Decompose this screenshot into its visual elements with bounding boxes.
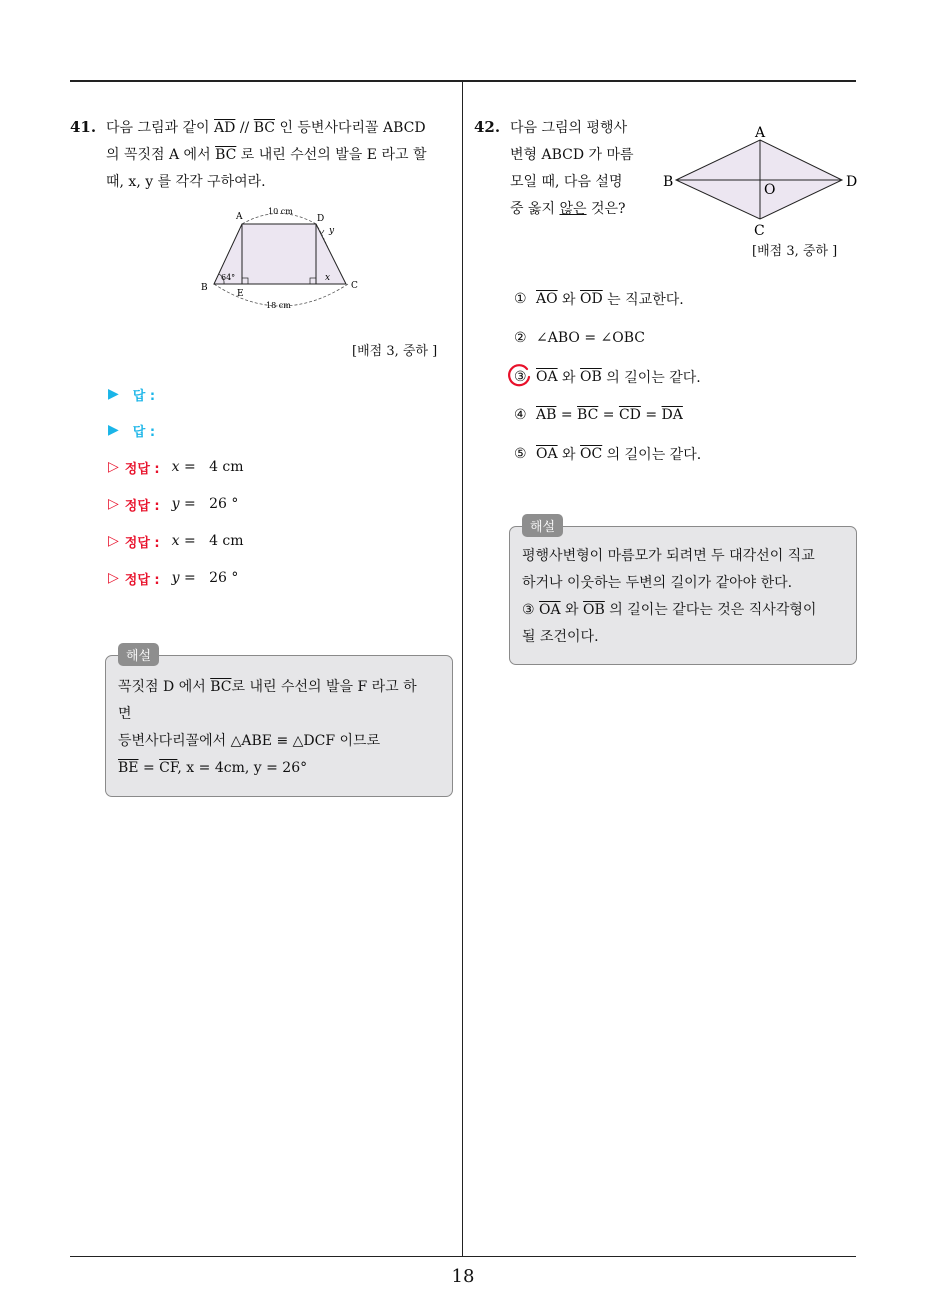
- explain-text: 하거나 이웃하는 두변의 길이가 같아야 한다.: [522, 575, 793, 591]
- equals-sign: =: [640, 407, 662, 423]
- answer-row: [108, 384, 155, 404]
- label-c: C: [351, 281, 358, 291]
- top-length: 10 cm: [268, 207, 293, 216]
- choice-3[interactable]: [514, 367, 701, 387]
- blue-triangle-icon: ▶: [108, 386, 119, 402]
- explain-text: 의 길이는 같다는 것은 직사각형이: [604, 602, 817, 618]
- bottom-rule: [70, 1256, 856, 1257]
- explain-text: 로 내린 수선의 발을 F 라고 하: [231, 679, 417, 695]
- answer-circle-mark-icon: [507, 363, 533, 389]
- equals-sign: =: [556, 407, 578, 423]
- segment-oa: $\overline{OA}$: [539, 602, 561, 618]
- red-triangle-outline-icon: ▷: [108, 496, 119, 512]
- segment-be: $\overline{BE}$: [118, 760, 139, 776]
- q41-text-part: 때, x, y 를 각각 구하여라.: [106, 174, 266, 190]
- segment-cf: $\overline{CF}$: [159, 760, 178, 776]
- segment-bc: $\overline{BC}$: [210, 679, 232, 695]
- label-e: E: [237, 289, 244, 299]
- parallel-symbol: //: [239, 120, 250, 136]
- choice-number: ③: [522, 602, 540, 618]
- trapezoid-figure: [196, 200, 366, 312]
- segment-ob: $\overline{OB}$: [583, 602, 605, 618]
- correct-label: 정답 :: [124, 498, 160, 514]
- answer-variable: y: [171, 570, 180, 586]
- rhombus-figure: [660, 122, 866, 236]
- q42-explanation-tag: 해설: [522, 514, 563, 537]
- choice-text: 와: [557, 447, 581, 463]
- q42-text-part: 것은?: [586, 201, 626, 217]
- q42-text-part: 변형 ABCD 가 마름: [510, 147, 634, 163]
- choice-number: ①: [514, 291, 527, 307]
- angle-arc: [321, 230, 324, 234]
- label-c: C: [754, 223, 765, 236]
- equals-sign: =: [179, 570, 196, 586]
- segment-bc: $\overline{BC}$: [215, 147, 237, 163]
- answer-variable: y: [171, 496, 180, 512]
- q41-text-part: 로 내린 수선의 발을 E 라고 할: [240, 147, 427, 163]
- q41-text: [106, 115, 458, 196]
- choice-1[interactable]: [514, 289, 684, 309]
- choice-text: 는 직교한다.: [602, 292, 684, 308]
- choice-2[interactable]: [514, 328, 645, 348]
- label-b: B: [201, 283, 208, 293]
- choice-number: ⑤: [514, 446, 527, 462]
- q42-text-part: 모일 때, 다음 설명: [510, 174, 623, 190]
- segment-bc: $\overline{BC}$: [253, 120, 275, 136]
- choice-text: 와: [557, 370, 581, 386]
- equals-sign: =: [179, 496, 196, 512]
- q41-text-part: 다음 그림과 같이: [106, 120, 210, 136]
- q41-text-part: 의 꼭짓점 A 에서: [106, 147, 211, 163]
- correct-value: [172, 533, 244, 549]
- segment-oc: $\overline{OC}$: [580, 446, 603, 462]
- correct-answer-row: [108, 494, 238, 514]
- choice-text: ∠ABO = ∠OBC: [536, 330, 645, 346]
- answer-row: [108, 420, 155, 440]
- answer-value: 4 cm: [209, 533, 244, 549]
- segment-da: $\overline{DA}$: [661, 407, 683, 423]
- segment-bc: $\overline{BC}$: [577, 407, 599, 423]
- q42-number: 42.: [474, 118, 501, 136]
- q41-number: 41.: [70, 118, 97, 136]
- red-triangle-outline-icon: ▷: [108, 533, 119, 549]
- correct-value: [172, 570, 239, 586]
- q42-score: [배점 3, 중하 ]: [752, 244, 838, 259]
- angle-64: 64°: [221, 273, 236, 282]
- correct-answer-row: [108, 568, 238, 588]
- q42-text-part: 중 옳지: [510, 201, 560, 217]
- label-d: D: [846, 174, 858, 190]
- correct-label: 정답 :: [124, 461, 160, 477]
- choice-4[interactable]: [514, 405, 683, 425]
- label-y: y: [329, 226, 335, 236]
- q41-explanation-tag: 해설: [118, 643, 159, 666]
- explain-text: 평행사변형이 마름모가 되려면 두 대각선이 직교: [522, 548, 815, 564]
- correct-answer-row: [108, 457, 244, 477]
- top-rule: [70, 80, 856, 82]
- q41-text-part: 인 등변사다리꼴 ABCD: [279, 120, 426, 136]
- explain-text: 등변사다리꼴에서 △ABE ≡ △DCF 이므로: [118, 733, 381, 749]
- segment-oa: $\overline{OA}$: [536, 446, 558, 462]
- label-a: A: [236, 212, 243, 222]
- label-o: O: [764, 182, 776, 198]
- choice-text: 의 길이는 같다.: [601, 370, 701, 386]
- red-triangle-outline-icon: ▷: [108, 459, 119, 475]
- answer-label: 답 :: [132, 388, 156, 404]
- label-x: x: [325, 273, 331, 283]
- segment-oa: $\overline{OA}$: [536, 369, 558, 385]
- bottom-length: 18 cm: [266, 301, 291, 310]
- answer-value: 4 cm: [209, 459, 244, 475]
- segment-cd: $\overline{CD}$: [618, 407, 641, 423]
- segment-od: $\overline{OD}$: [580, 291, 603, 307]
- correct-label: 정답 :: [124, 572, 160, 588]
- label-d: D: [317, 214, 325, 224]
- choice-text: 와: [557, 292, 581, 308]
- correct-answer-row: [108, 531, 244, 551]
- answer-value: 26 °: [209, 570, 239, 586]
- choice-number: ④: [514, 407, 527, 423]
- answer-label: 답 :: [132, 424, 156, 440]
- q41-score: [배점 3, 중하 ]: [352, 344, 438, 359]
- column-divider: [462, 82, 463, 1256]
- explain-text: , x = 4cm, y = 26°: [177, 760, 308, 776]
- equals-sign: =: [598, 407, 619, 423]
- answer-variable: x: [171, 459, 180, 475]
- choice-5[interactable]: [514, 444, 701, 464]
- label-a: A: [755, 125, 766, 141]
- choice-text: 의 길이는 같다.: [602, 447, 702, 463]
- label-b: B: [663, 174, 674, 190]
- correct-label: 정답 :: [124, 535, 160, 551]
- segment-ob: $\overline{OB}$: [580, 369, 602, 385]
- q42-text: [510, 115, 650, 223]
- equals-sign: =: [179, 533, 196, 549]
- explain-text: 면: [118, 706, 132, 722]
- q41-explanation-box: [105, 655, 453, 797]
- explain-text: 될 조건이다.: [522, 629, 599, 645]
- red-triangle-outline-icon: ▷: [108, 570, 119, 586]
- page-number: 18: [451, 1266, 475, 1287]
- segment-ao: $\overline{AO}$: [536, 291, 558, 307]
- correct-value: [172, 459, 244, 475]
- correct-value: [172, 496, 239, 512]
- answer-variable: x: [171, 533, 180, 549]
- blue-triangle-icon: ▶: [108, 422, 119, 438]
- answer-value: 26 °: [209, 496, 239, 512]
- choice-number: ②: [514, 330, 527, 346]
- segment-ad: $\overline{AD}$: [214, 120, 236, 136]
- explain-text: 와: [560, 602, 584, 618]
- equals-sign: =: [179, 459, 196, 475]
- underlined-word: 않은: [559, 201, 587, 217]
- segment-ab: $\overline{AB}$: [536, 407, 557, 423]
- choice-number: ③: [514, 369, 527, 385]
- q42-text-part: 다음 그림의 평행사: [510, 120, 628, 136]
- q42-explanation-box: [509, 526, 857, 665]
- explain-text: 꼭짓점 D 에서: [118, 679, 206, 695]
- equals-sign: =: [138, 760, 160, 776]
